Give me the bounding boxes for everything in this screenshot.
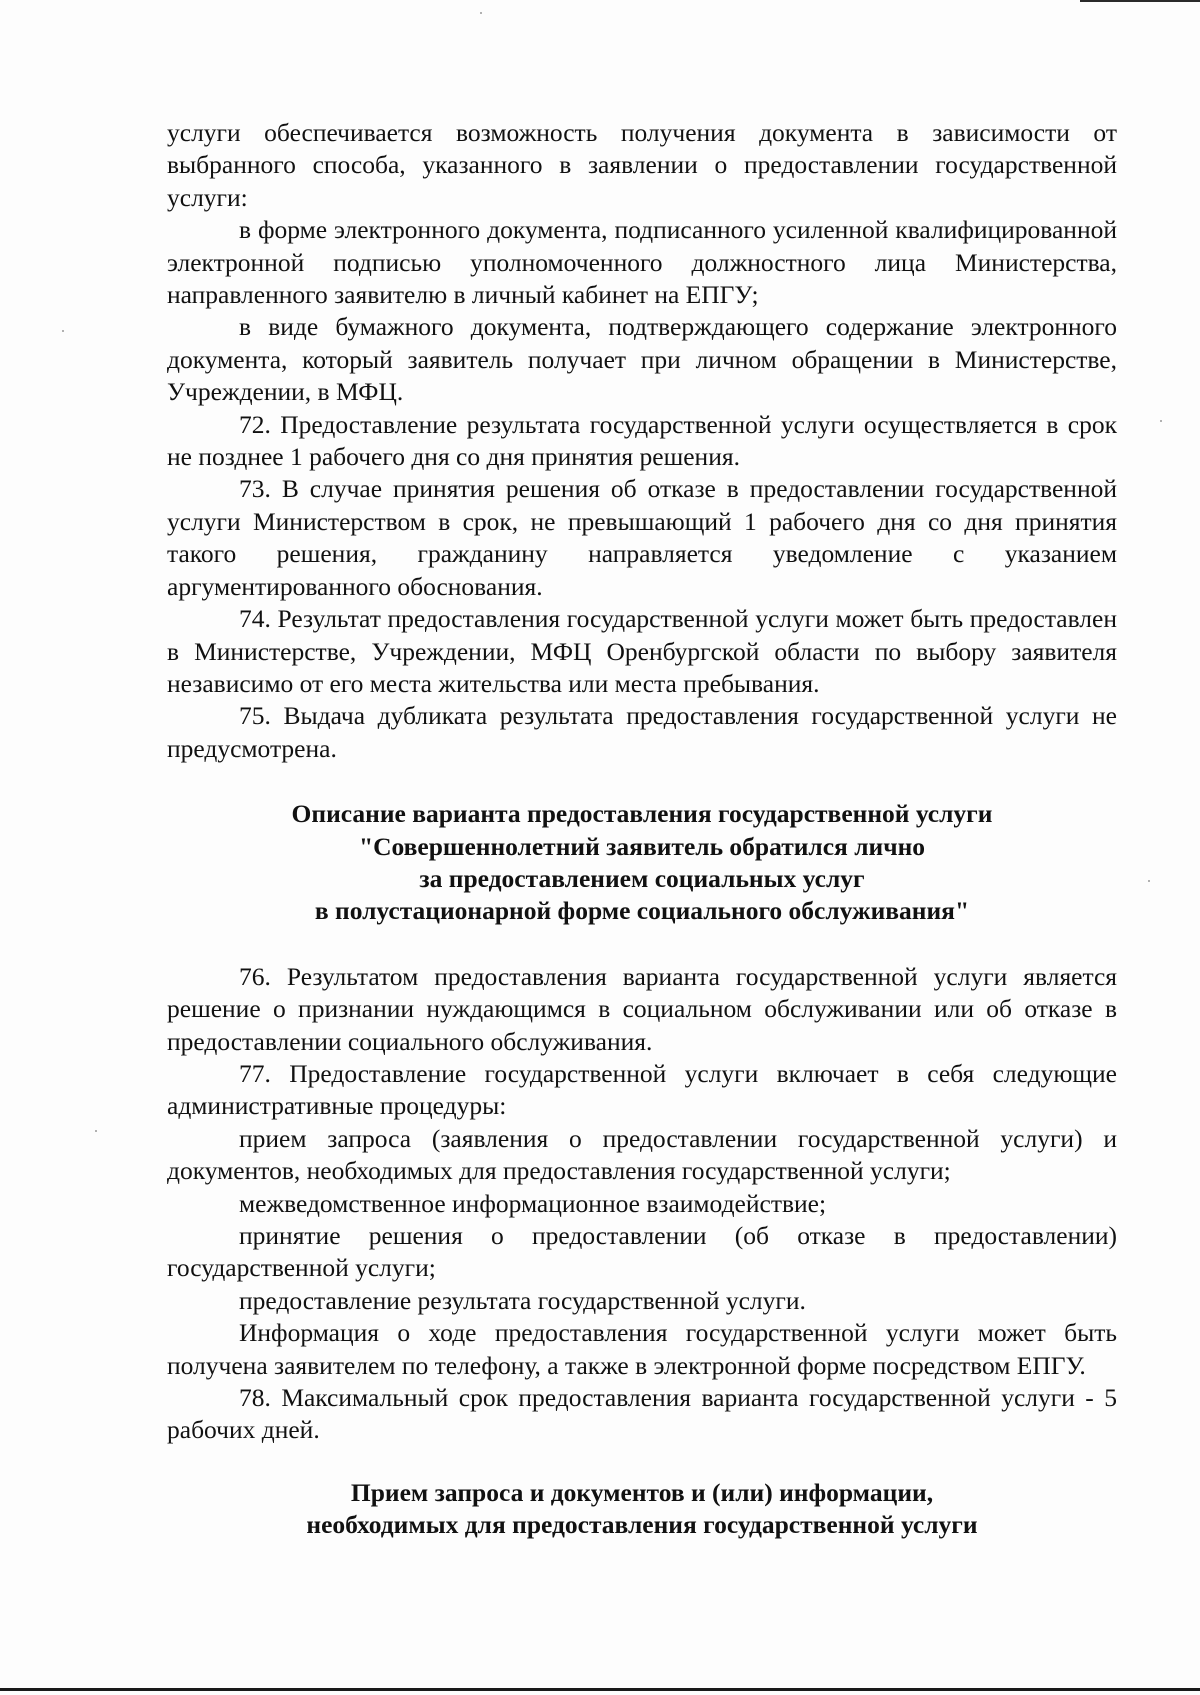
heading-line: за предоставлением социальных услуг [419,863,865,893]
heading-line: необходимых для предоставления государственной услуги [306,1510,978,1540]
paragraph-73: 73. В случае принятия решения об отказе в предоставлении государственной услуги Министерством в срок, не превышающий 1 рабочего дня со дня принятия такого решения, гражданину направляется уведомление с указанием аргументированного обоснования. [167,474,1117,601]
paragraph-75: 75. Выдача дубликата результата предоставления государственной услуги не предусмотрена. [167,701,1117,763]
paragraph: услуги обеспечивается возможность получения документа в зависимости от выбранного способа, указанного в заявлении о предоставлении государственной услуги: [167,118,1117,212]
procedure-item: предоставление результата государственной услуги. [239,1285,806,1315]
procedure-item: межведомственное информационное взаимодействие; [239,1188,827,1218]
paragraph-77: 77. Предоставление государственной услуги включает в себя следующие административные процедуры: [167,1058,1117,1121]
paragraph-74: 74. Результат предоставления государственной услуги может быть предоставлен в Министерстве, Учреждении, МФЦ Оренбургской области по выбору заявителя независимо от его места жительства или места пребывания. [167,604,1117,698]
scan-edge-bottom [0,1688,1200,1691]
heading-line: Описание варианта предоставления государственной услуги [291,799,993,829]
scan-speck [480,12,482,14]
paragraph: в виде бумажного документа, подтверждающего содержание электронного документа, который заявитель получает при личном обращении в Министерстве, Учреждении, в МФЦ. [167,312,1117,407]
scan-speck [1148,880,1150,882]
section-heading-2 [167,1477,1117,1542]
document-body [167,117,1117,1542]
paragraph-78: 78. Максимальный срок предоставления варианта государственной услуги - 5 рабочих дней. [167,1383,1117,1445]
paragraph-76: 76. Результатом предоставления варианта государственной услуги является решение о признании нуждающимся в социальном обслуживании или об отказе в предоставлении социального обслуживания. [167,961,1117,1056]
section-after [167,961,1117,1447]
paragraph-72: 72. Предоставление результата государственной услуги осуществляется в срок не позднее 1 рабочего дня со дня принятия решения. [167,409,1117,472]
scan-speck [1160,420,1162,422]
procedure-item: прием запроса (заявления о предоставлении государственной услуги) и документов, необходимых для предоставления государственной услуги; [167,1123,1117,1186]
paragraph: в форме электронного документа, подписанного усиленной квалифицированной электронной подписью уполномоченного должностного лица Министерства, направленного заявителю в личный кабинет на ЕПГУ; [167,215,1117,310]
procedure-item: принятие решения о предоставлении (об отказе в предоставлении) государственной услуги; [167,1221,1117,1283]
section-heading [167,798,1117,928]
heading-line: Прием запроса и документов и (или) информации, [350,1477,934,1507]
heading-line: в полустационарной форме социального обслуживания" [314,896,970,926]
scan-speck [62,330,64,332]
scan-speck [95,1130,97,1132]
scan-edge-top [1080,0,1200,2]
heading-line: "Совершеннолетний заявитель обратился лично [358,831,926,861]
section-before [167,117,1117,765]
paragraph: Информация о ходе предоставления государственной услуги может быть получена заявителем по телефону, а также в электронной форме посредством ЕПГУ. [167,1318,1117,1380]
